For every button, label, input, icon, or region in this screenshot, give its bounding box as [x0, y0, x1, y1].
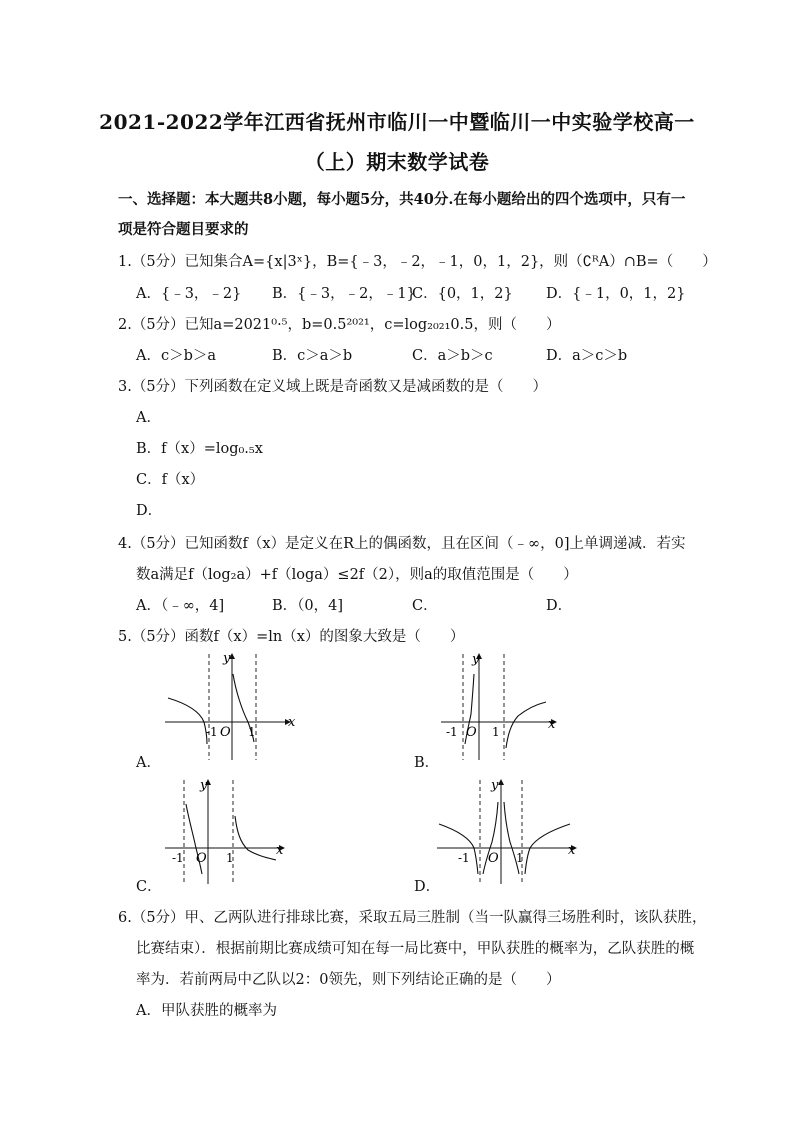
question-4: 4.（5分）已知函数f（x）是定义在R上的偶函数，且在区间（﹣∞，0]上单调递减．若实 — [118, 536, 686, 552]
svg-text:1: 1 — [516, 851, 524, 865]
svg-text:-1: -1 — [458, 851, 470, 865]
q1-option-b: B．{﹣3，﹣2，﹣1} — [272, 286, 416, 302]
q4-option-c: C． — [412, 598, 438, 614]
q5-option-a: A． — [136, 755, 161, 771]
section-heading-cont: 项是符合题目要求的 — [118, 221, 249, 238]
question-1: 1.（5分）已知集合A={x|3ˣ}，B={﹣3，﹣2，﹣1，0，1，2}，则（∁ᴿA）∩B=（ ） — [118, 254, 717, 270]
q5-option-d: D． — [414, 879, 441, 895]
q2-option-d: D．a＞c＞b — [546, 348, 628, 364]
svg-text:O: O — [488, 851, 499, 866]
q6-option-a: A．甲队获胜的概率为 — [136, 1003, 277, 1019]
q4-option-b: B．（0，4] — [272, 598, 344, 614]
q3-option-b: B．f（x）=log₀.₅x — [136, 441, 263, 457]
section-heading: 一、选择题：本大题共8小题，每小题5分，共40分.在每小题给出的四个选项中，只有一 — [118, 191, 686, 208]
svg-text:x: x — [276, 843, 284, 858]
q4-option-a: A．（﹣∞，4] — [136, 598, 225, 614]
exam-title-line1: 2021-2022学年江西省抚州市临川一中暨临川一中实验学校高一 — [99, 110, 695, 134]
q3-option-c: C．f（x） — [136, 472, 205, 488]
q5-option-c: C． — [136, 879, 162, 895]
origin-label: O — [220, 725, 231, 740]
svg-text:x: x — [548, 717, 556, 732]
svg-text:1: 1 — [226, 851, 234, 865]
svg-text:1: 1 — [492, 725, 500, 739]
q1-option-a: A．{﹣3，﹣2} — [136, 286, 242, 302]
question-3: 3.（5分）下列函数在定义域上既是奇函数又是减函数的是（ ） — [118, 379, 548, 395]
axis-y-label: y — [223, 652, 231, 666]
svg-text:y: y — [491, 778, 499, 793]
tick-one: 1 — [248, 725, 256, 739]
q3-option-d: D． — [136, 503, 163, 519]
svg-text:x: x — [568, 843, 576, 858]
svg-text:y: y — [472, 652, 480, 667]
q1-option-d: D．{﹣1，0，1，2} — [546, 286, 686, 302]
q2-option-b: B．c＞a＞b — [272, 348, 353, 364]
q2-option-a: A．c＞b＞a — [136, 348, 217, 364]
q5-option-b: B． — [414, 755, 440, 771]
question-6-cont2: 率为．若前两局中乙队以2：0领先，则下列结论正确的是（ ） — [136, 972, 561, 988]
exam-title-line2: （上）期末数学试卷 — [304, 150, 490, 174]
svg-text:-1: -1 — [446, 725, 458, 739]
tick-neg-one: -1 — [206, 725, 218, 739]
question-6: 6.（5分）甲、乙两队进行排球比赛，采取五局三胜制（当一队赢得三场胜利时，该队获胜， — [118, 910, 707, 926]
q4-option-d: D． — [546, 598, 573, 614]
graph-d — [434, 776, 584, 888]
question-2: 2.（5分）已知a=2021⁰·⁵，b=0.5²⁰²¹，c=log₂₀₂₁0.5，则（ ） — [118, 317, 561, 333]
svg-text:O: O — [196, 851, 207, 866]
q3-option-a: A． — [136, 410, 161, 426]
q1-option-c: C．{0，1，2} — [412, 286, 513, 302]
question-6-cont1: 比赛结束）．根据前期比赛成绩可知在每一局比赛中，甲队获胜的概率为，乙队获胜的概 — [136, 941, 695, 957]
svg-text:y: y — [200, 778, 208, 793]
axis-x-label: x — [288, 715, 296, 730]
graph-b — [438, 652, 568, 764]
graph-a — [160, 652, 310, 764]
graph-c — [162, 776, 302, 888]
q2-option-c: C．a＞b＞c — [412, 348, 493, 364]
svg-text:-1: -1 — [172, 851, 184, 865]
question-5: 5.（5分）函数f（x）=ln（x）的图象大致是（ ） — [118, 629, 465, 645]
svg-text:O: O — [466, 725, 477, 740]
question-4-cont: 数a满足f（log₂a）+f（loga）≤2f（2），则a的取值范围是（ ） — [136, 567, 578, 583]
